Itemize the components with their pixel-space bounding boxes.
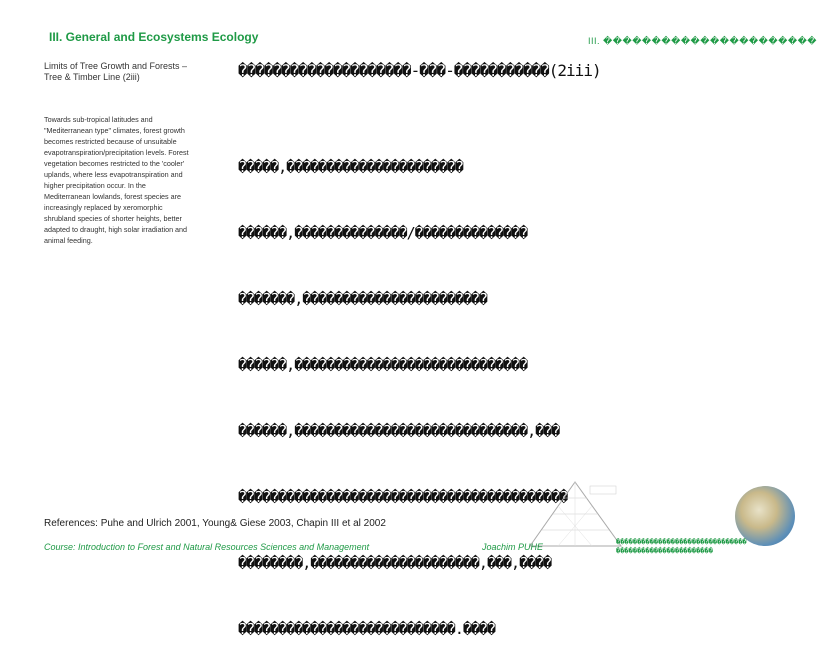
main-body-line: ��������,���������������������,���,����	[238, 554, 552, 572]
footer-localized-line: �������������������������������	[616, 538, 747, 546]
main-body-line: �������,�����������������������	[238, 290, 487, 308]
vegetation-triangle-figure	[528, 480, 623, 548]
header-title: III. General and Ecosystems Ecology	[49, 30, 259, 44]
footer-localized-text	[616, 538, 821, 556]
author-name: Joachim PUHE	[482, 542, 544, 552]
main-body-line: ������,�����������������������������,���	[238, 422, 560, 440]
main-body-line: �����������������������������������������	[238, 488, 568, 506]
main-title: ��������������������-���-�����������(2iii)	[238, 61, 601, 80]
main-body-line: �����,����������������������	[238, 158, 463, 176]
main-body-line: ������,��������������/��������������	[238, 224, 528, 242]
main-body-line: ���������������������������.����	[238, 620, 495, 638]
references-text: References: Puhe and Ulrich 2001, Young& Giese 2003, Chapin III et al 2002	[44, 518, 386, 529]
main-body	[238, 112, 818, 662]
globe-image	[735, 486, 795, 546]
header-title-localized: III. ����������������������	[588, 36, 818, 46]
footer-localized-line: �����������������������	[616, 547, 713, 555]
course-label: Course: Introduction to Forest and Natural Resources Sciences and Management	[44, 542, 370, 552]
sidebar-title: Limits of Tree Growth and Forests – Tree & Timber Line (2iii)	[44, 61, 188, 82]
main-body-line: ������,�����������������������������	[238, 356, 528, 374]
sidebar-body: Towards sub-tropical latitudes and "Mediterranean type" climates, forest growth becomes restricted because of unsuitable evapotranspiration/precipitation levels. Forest vegetation becomes restricted to the 'cooler' uplands, where less evapotranspiration and higher precipitation occur. In the Mediterranean lowlands, forest species are increasingly replaced by xeromorphic shrubland species of shorter heights, better adapted to draught, high solar irradiation and animal feeding.	[44, 115, 189, 245]
